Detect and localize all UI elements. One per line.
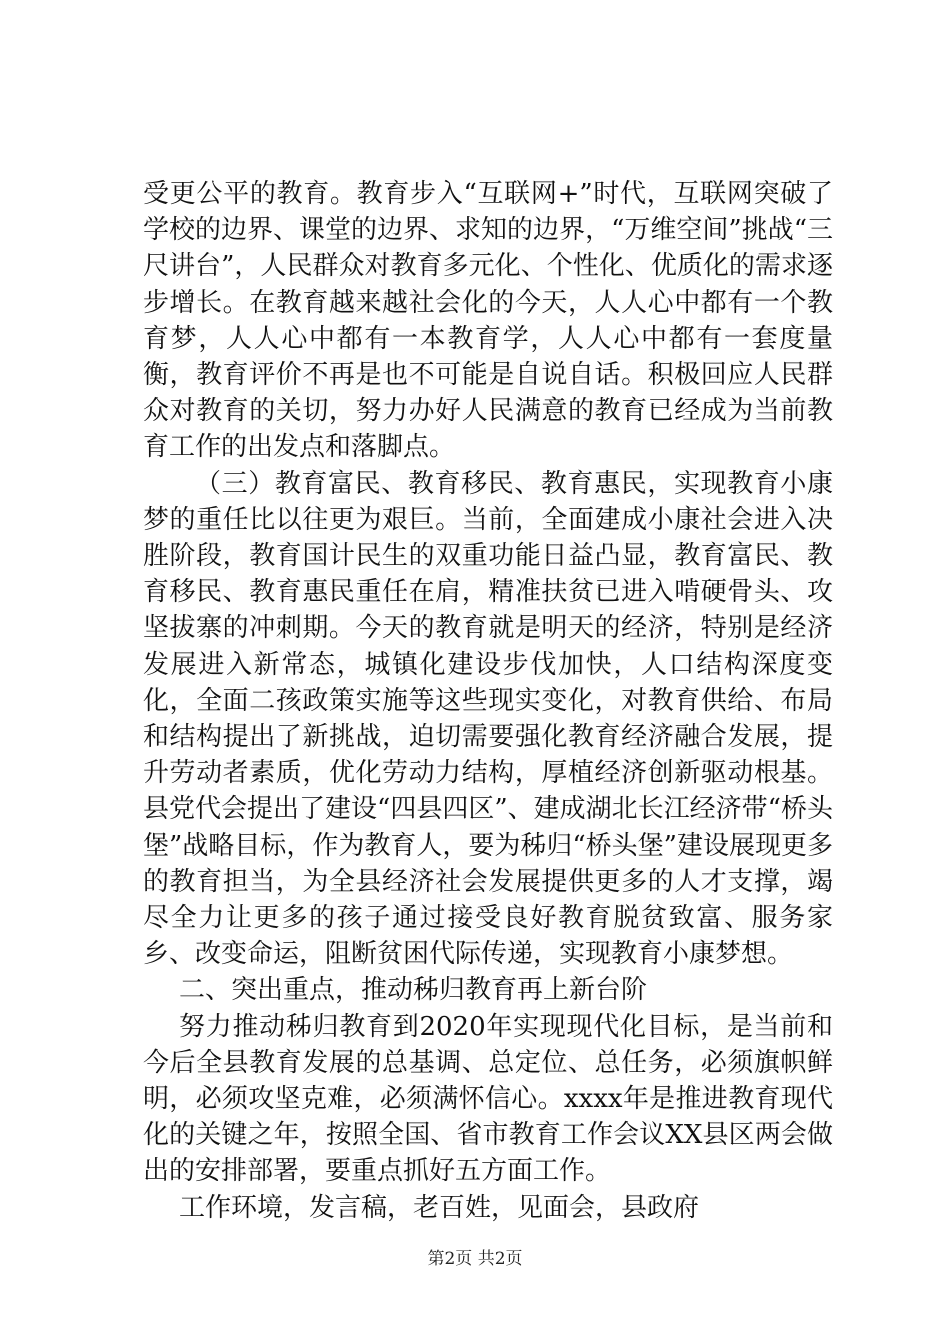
page-number-footer: 第2页 共2页 <box>427 1249 523 1269</box>
document-body <box>143 176 833 1226</box>
section-heading-two: 二、突出重点，推动秭归教育再上新台阶 <box>179 975 648 1006</box>
paragraph-intro-continuation: 受更公平的教育。教育步入“互联网+”时代，互联网突破了学校的边界、课堂的边界、求知的边界，“万维空间”挑战“三尺讲台”，人民群众对教育多元化、个性化、优质化的需求逐步增长。在教育越来越社会化的今天，人人心中都有一个教育梦，人人心中都有一本教育学，人人心中都有一套度量衡，教育评价不再是也不可能是自说自话。积极回应人民群众对教育的关切，努力办好人民满意的教育已经成为当前教育工作的出发点和落脚点。 <box>143 179 833 463</box>
keywords-line: 工作环境，发言稿，老百姓，见面会，县政府 <box>179 1192 700 1223</box>
paragraph-section-three: （三）教育富民、教育移民、教育惠民，实现教育小康梦的重任比以往更为艰巨。当前，全面建成小康社会进入决胜阶段，教育国计民生的双重功能日益凸显，教育富民、教育移民、教育惠民重任在肩，精准扶贫已进入啃硬骨头、攻坚拔寨的冲刺期。今天的教育就是明天的经济，特别是经济发展进入新常态，城镇化建设步伐加快，人口结构深度变化，全面二孩政策实施等这些现实变化，对教育供给、布局和结构提出了新挑战，迫切需要强化教育经济融合发展，提升劳动者素质，优化劳动力结构，厚植经济创新驱动根基。县党代会提出了建设“四县四区”、建成湖北长江经济带“桥头堡”战略目标，作为教育人，要为秭归“桥头堡”建设展现更多的教育担当，为全县经济社会发展提供更多的人才支撑，竭尽全力让更多的孩子通过接受良好教育脱贫致富、服务家乡、改变命运，阻断贫困代际传递，实现教育小康梦想。 <box>143 468 833 970</box>
paragraph-modernization-goal: 努力推动秭归教育到2020年实现现代化目标，是当前和今后全县教育发展的总基调、总定位、总任务，必须旗帜鲜明，必须攻坚克难，必须满怀信心。xxxx年是推进教育现代化的关键之年，按照全国、省市教育工作会议XX县区两会做出的安排部署，要重点抓好五方面工作。 <box>143 1011 833 1187</box>
